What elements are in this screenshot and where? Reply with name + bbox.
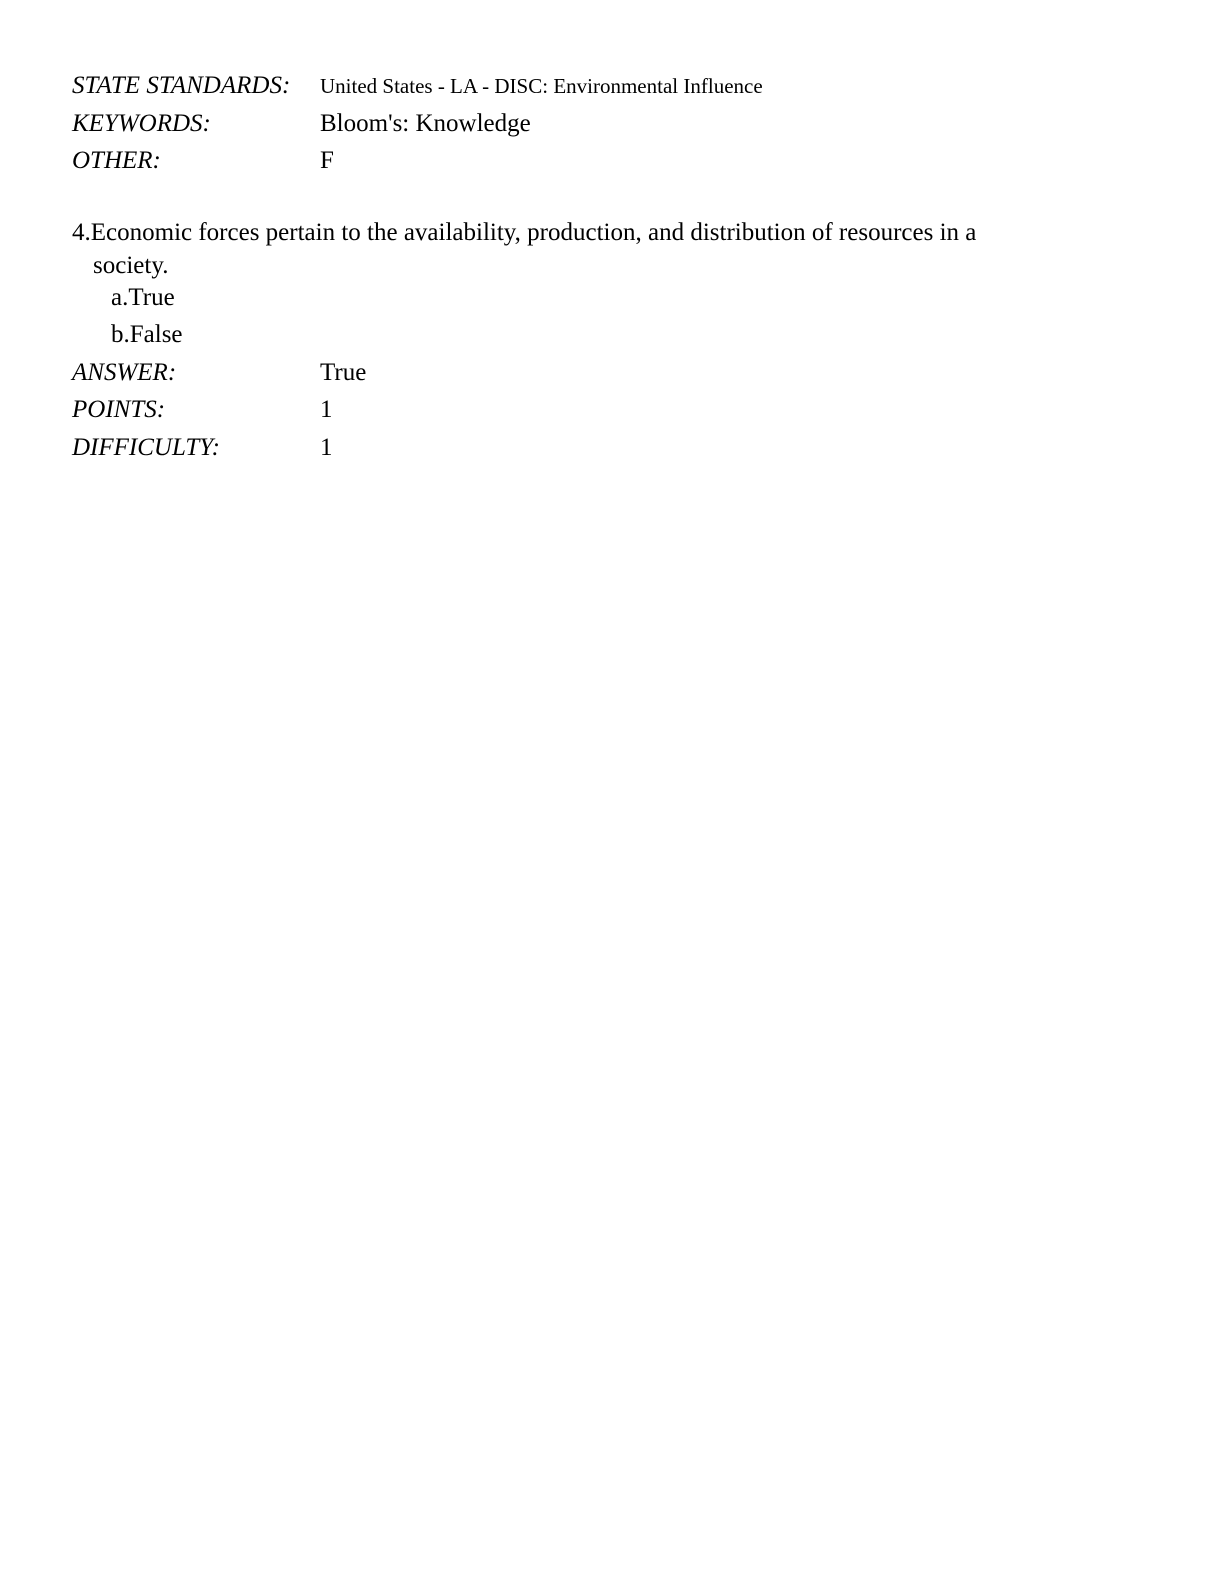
state-standards-value: United States - LA - DISC: Environmental Influence <box>320 74 763 98</box>
keywords-label: KEYWORDS: <box>72 110 211 137</box>
state-standards-row <box>72 72 763 106</box>
difficulty-label: DIFFICULTY: <box>72 434 220 461</box>
option-a-text: True <box>128 284 175 311</box>
points-label: POINTS: <box>72 396 166 423</box>
other-label: OTHER: <box>72 147 161 174</box>
other-value: F <box>320 147 334 174</box>
answer-label: ANSWER: <box>72 359 177 386</box>
state-standards-label: STATE STANDARDS: <box>72 72 291 99</box>
option-b-letter: b. <box>111 321 130 348</box>
question-number: 4. <box>72 219 91 246</box>
question-text-line2: society. <box>93 252 169 279</box>
question-block <box>72 216 1152 282</box>
answer-row <box>72 359 366 393</box>
keywords-value: Bloom's: Knowledge <box>320 110 531 137</box>
other-row <box>72 147 334 181</box>
option-b <box>111 321 183 349</box>
option-b-text: False <box>129 321 183 348</box>
question-text-line1: Economic forces pertain to the availability, production, and distribution of resources in a <box>90 219 977 246</box>
difficulty-row <box>72 434 333 468</box>
question-line-1 <box>72 216 1152 249</box>
points-row <box>72 396 333 430</box>
option-a-letter: a. <box>111 284 129 311</box>
difficulty-value: 1 <box>320 434 333 461</box>
keywords-row <box>72 110 531 144</box>
points-value: 1 <box>320 396 333 423</box>
question-line-2 <box>72 249 1152 282</box>
option-a <box>111 284 175 312</box>
answer-value: True <box>320 359 367 386</box>
